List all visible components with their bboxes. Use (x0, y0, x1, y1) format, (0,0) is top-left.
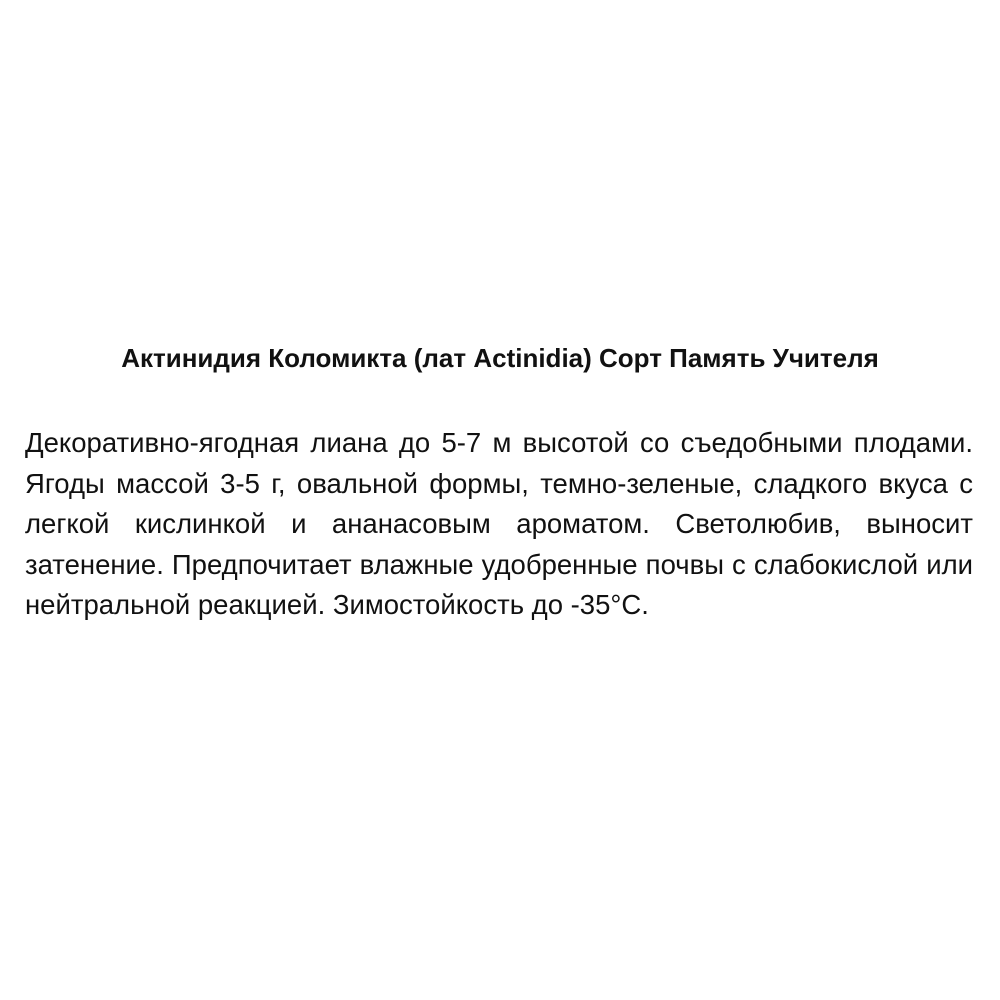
product-description: Декоративно-ягодная лиана до 5-7 м высотой со съедобными плодами. Ягоды массой 3-5 г, овальной формы, темно-зеленые, сладкого вкуса с легкой кислинкой и ананасовым ароматом. Светолюбив, выносит затенение. Предпочитает влажные удобренные почвы с слабокислой или нейтральной реакцией. Зимостойкость до -35°С. (25, 427, 973, 620)
product-title: Актинидия Коломикта (лат Actinidia) Сорт Память Учителя (121, 343, 879, 373)
